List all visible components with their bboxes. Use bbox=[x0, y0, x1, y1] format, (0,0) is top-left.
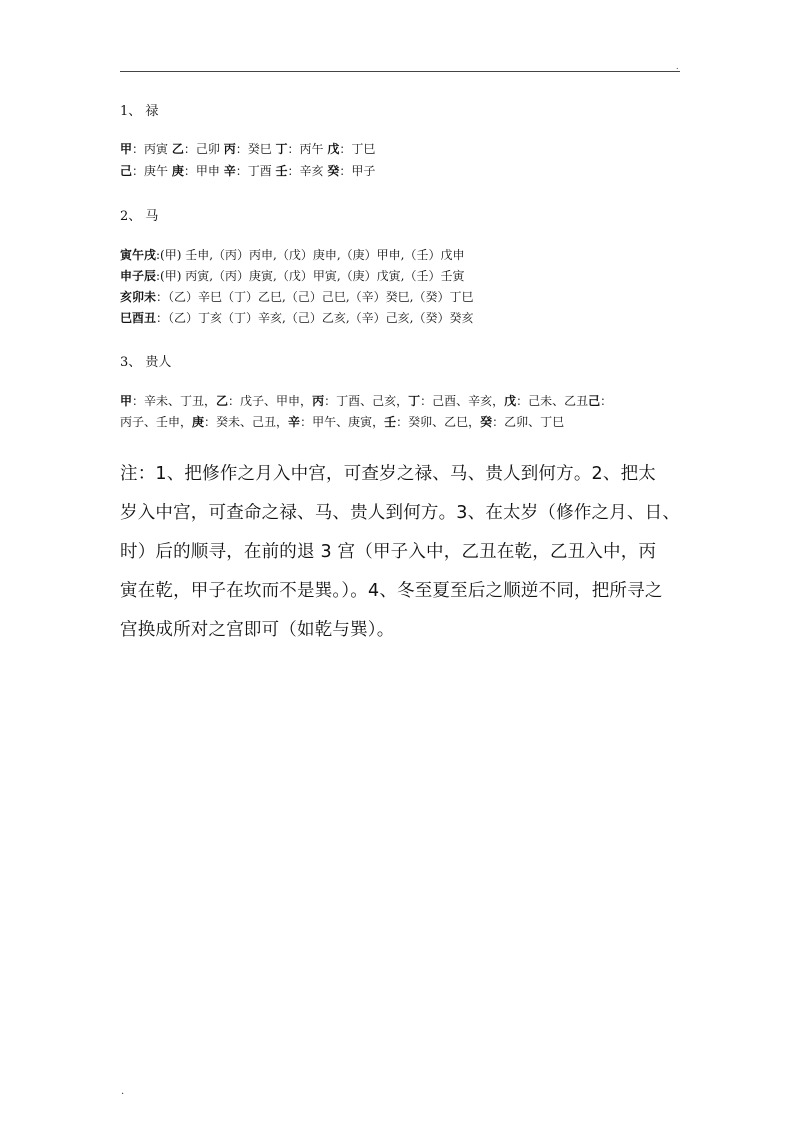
lu-value: ：甲申 bbox=[183, 164, 224, 178]
stem-label: 乙 bbox=[216, 394, 229, 408]
stem-label: 乙 bbox=[171, 142, 184, 156]
stem-label: 甲 bbox=[120, 394, 133, 408]
stem-label: 癸 bbox=[327, 164, 340, 178]
notes-line: 注：1、把修作之月入中宫，可查岁之禄、马、贵人到何方。2、把太 bbox=[120, 464, 656, 484]
lu-line-1 bbox=[120, 140, 375, 157]
guiren-value: ：己酉、辛亥， bbox=[420, 394, 505, 408]
lu-value: ：庚午 bbox=[132, 164, 172, 178]
ma-value: ：（乙）丁亥（丁）辛亥,（己）乙亥,（辛）己亥,（癸）癸亥 bbox=[156, 311, 474, 325]
notes-line: 时）后的顺寻，在前的退 3 宫（甲子入中，乙丑在乾，乙丑入中，丙 bbox=[120, 542, 657, 562]
guiren-value: ：己未、乙丑 bbox=[516, 394, 589, 408]
lu-value: ：丁巳 bbox=[339, 142, 376, 156]
lu-value: ：丙寅 bbox=[132, 142, 172, 156]
lu-value: ：辛亥 bbox=[287, 164, 328, 178]
ma-value: ：（乙）辛巳（丁）乙巳,（己）己巳,（辛）癸巳,（癸）丁巳 bbox=[156, 290, 474, 304]
section-heading-guiren: 3、 贵人 bbox=[120, 355, 172, 370]
lu-value: ：甲子 bbox=[339, 164, 376, 178]
ma-value: :(甲) 壬申,（丙）丙申,（戊）庚申,（庚）甲申,（壬）戊申 bbox=[156, 248, 465, 262]
guiren-value: ：甲午、庚寅， bbox=[300, 415, 385, 429]
branch-group-label: 申子辰 bbox=[120, 269, 157, 283]
branch-group-label: 寅午戌 bbox=[120, 248, 157, 262]
stem-label: 丁 bbox=[408, 394, 421, 408]
guiren-line-2 bbox=[120, 413, 564, 430]
ma-value: :(甲) 丙寅,（丙）庚寅,（戊）甲寅,（庚）戊寅,（壬）壬寅 bbox=[156, 269, 465, 283]
stem-label: 壬 bbox=[275, 164, 288, 178]
footer-dot: . bbox=[121, 1086, 125, 1097]
header-rule bbox=[120, 71, 680, 72]
guiren-value: ：乙卯、丁巳 bbox=[492, 415, 565, 429]
guiren-value: ：戊子、甲申， bbox=[228, 394, 313, 408]
stem-label: 丙 bbox=[223, 142, 236, 156]
notes-line: 寅在乾，甲子在坎而不是巽。）。4、冬至夏至后之顺逆不同，把所寻之 bbox=[120, 581, 663, 601]
notes-paragraph bbox=[120, 455, 695, 650]
guiren-line-1 bbox=[120, 392, 612, 409]
guiren-value: ：丁酉、己亥， bbox=[324, 394, 409, 408]
stem-label: 庚 bbox=[171, 164, 184, 178]
ma-line-4 bbox=[120, 309, 473, 326]
stem-label: 丁 bbox=[275, 142, 288, 156]
header-dot: . bbox=[676, 62, 679, 71]
lu-value: ：己卯 bbox=[183, 142, 224, 156]
section-heading-ma: 2、 马 bbox=[120, 209, 159, 224]
lu-value: ：癸巳 bbox=[235, 142, 276, 156]
guiren-value: ： bbox=[600, 394, 613, 408]
guiren-value: 丙子、壬申， bbox=[120, 415, 193, 429]
ma-line-1 bbox=[120, 246, 465, 263]
branch-group-label: 巳酉丑 bbox=[120, 311, 157, 325]
guiren-value: ：辛未、丁丑， bbox=[132, 394, 217, 408]
guiren-value: ：癸卯、乙巳， bbox=[396, 415, 481, 429]
ma-line-3 bbox=[120, 288, 473, 305]
stem-label: 戊 bbox=[504, 394, 517, 408]
ma-line-2 bbox=[120, 267, 465, 284]
stem-label: 辛 bbox=[288, 415, 301, 429]
stem-label: 己 bbox=[588, 394, 601, 408]
stem-label: 戊 bbox=[327, 142, 340, 156]
lu-value: ：丙午 bbox=[287, 142, 328, 156]
stem-label: 壬 bbox=[384, 415, 397, 429]
notes-line: 岁入中宫，可查命之禄、马、贵人到何方。3、在太岁（修作之月、日、 bbox=[120, 503, 681, 523]
stem-label: 丙 bbox=[312, 394, 325, 408]
stem-label: 庚 bbox=[192, 415, 205, 429]
lu-line-2 bbox=[120, 162, 375, 179]
stem-label: 辛 bbox=[223, 164, 236, 178]
branch-group-label: 亥卯未 bbox=[120, 290, 157, 304]
notes-line: 宫换成所对之宫即可（如乾与巽）。 bbox=[120, 620, 395, 640]
guiren-value: ：癸未、己丑， bbox=[204, 415, 289, 429]
section-heading-lu: 1、 禄 bbox=[120, 104, 159, 119]
stem-label: 甲 bbox=[120, 142, 133, 156]
stem-label: 己 bbox=[120, 164, 133, 178]
stem-label: 癸 bbox=[480, 415, 493, 429]
lu-value: ：丁酉 bbox=[235, 164, 276, 178]
